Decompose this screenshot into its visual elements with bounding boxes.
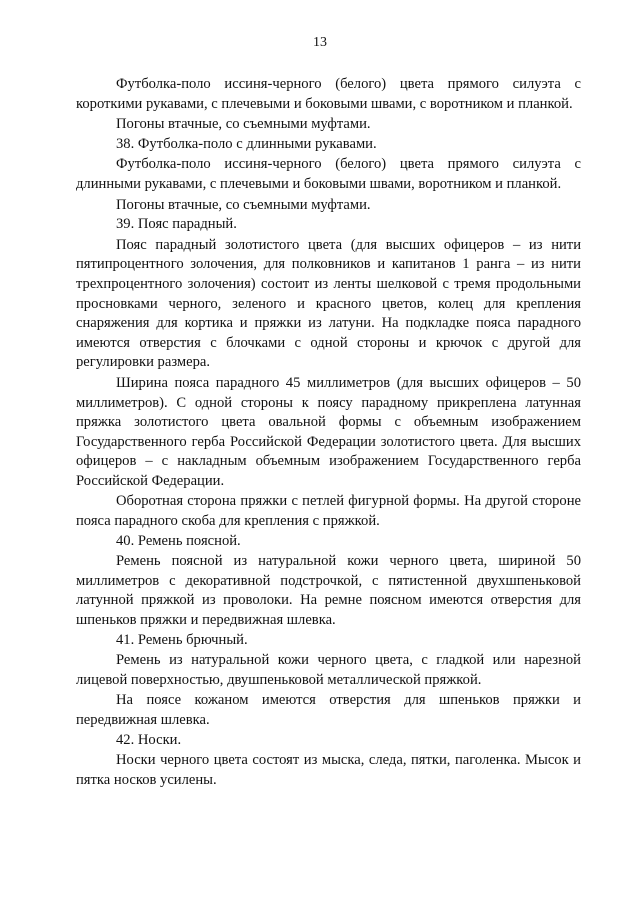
document-body bbox=[76, 75, 581, 790]
paragraph: Носки черного цвета состоят из мыска, следа, пятки, паголенка. Мысок и пятка носков усилены. bbox=[76, 752, 581, 788]
paragraph: Ширина пояса парадного 45 миллиметров (для высших офицеров – 50 миллиметров). С одной стороны к поясу парадному прикреплена латунная пряжка золотистого цвета овальной формы с объемным изображением Государственного герба Российской Федерации золотистого цвета. Для высших офицеров – с накладным объемным изображением Государственного герба Российской Федерации. bbox=[76, 374, 581, 489]
paragraph: Футболка-поло иссиня-черного (белого) цвета прямого силуэта с короткими рукавами, с плечевыми и боковыми швами, с воротником и планкой. bbox=[76, 76, 581, 112]
paragraph: Погоны втачные, со съемными муфтами. bbox=[116, 116, 371, 133]
paragraph: Оборотная сторона пряжки с петлей фигурной формы. На другой стороне пояса парадного скоба для крепления с пряжкой. bbox=[76, 493, 581, 530]
paragraph: Пояс парадный золотистого цвета (для высших офицеров – из нити пятипроцентного золочения, для полковников и капитанов 1 ранга – из нити трехпроцентного золочения) состоит из ленты шелковой с тремя продольными просновками черного, зеленого и красного цветов, колец для крепления снаряжения для кортика и пряжки из латуни. На подкладке пояса парадного имеются отверстия с блочками с одной стороны и крючок с другой для регулировки размера. bbox=[76, 236, 581, 371]
paragraph: Погоны втачные, со съемными муфтами. bbox=[116, 196, 371, 213]
paragraph: Ремень из натуральной кожи черного цвета, с гладкой или нарезной лицевой поверхностью, двушпеньковой металлической пряжкой. bbox=[76, 652, 581, 688]
page-number: 13 bbox=[313, 35, 327, 50]
paragraph: Ремень поясной из натуральной кожи черного цвета, шириной 50 миллиметров с декоративной подстрочкой, с пятистенной двухшпеньковой латунной пряжкой из проволоки. На ремне поясном имеются отверстия для шпеньков пряжки и передвижная шлевка. bbox=[76, 553, 581, 629]
section-heading: 38. Футболка-поло с длинными рукавами. bbox=[116, 135, 377, 152]
section-heading: 42. Носки. bbox=[116, 731, 182, 748]
paragraph: На поясе кожаном имеются отверстия для шпеньков пряжки и передвижная шлевка. bbox=[76, 692, 581, 728]
section-heading: 41. Ремень брючный. bbox=[116, 631, 248, 648]
section-heading: 40. Ремень поясной. bbox=[116, 532, 241, 549]
section-heading: 39. Пояс парадный. bbox=[116, 216, 237, 233]
paragraph: Футболка-поло иссиня-черного (белого) цвета прямого силуэта с длинными рукавами, с плечевыми и боковыми швами, воротником и планкой. bbox=[76, 156, 581, 192]
